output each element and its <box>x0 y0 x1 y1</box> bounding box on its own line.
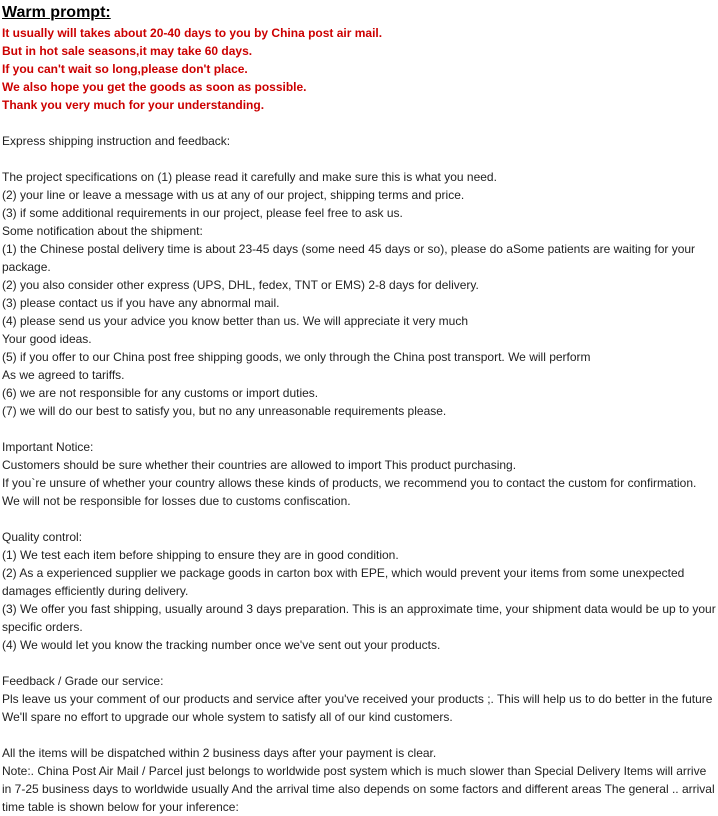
important-line: If you`re unsure of whether your country allows these kinds of products, we recommend you to contact the custom for confirmation. <box>2 476 697 490</box>
warm-prompt-title: Warm prompt: <box>2 4 111 21</box>
express-line: Your good ideas. <box>2 332 92 346</box>
quality-line: (2) As a experienced supplier we package goods in carton box with EPE, which would prevent your items from some unexpected damages efficiently during delivery. <box>2 566 685 598</box>
warm-prompt-line: Thank you very much for your understanding. <box>2 98 265 112</box>
express-heading: Express shipping instruction and feedback: <box>2 134 231 148</box>
warm-prompt-line: But in hot sale seasons,it may take 60 days. <box>2 44 253 58</box>
feedback-section <box>2 672 716 726</box>
express-line: As we agreed to tariffs. <box>2 368 125 382</box>
quality-control-section <box>2 528 716 654</box>
quality-line: (1) We test each item before shipping to ensure they are in good condition. <box>2 548 399 562</box>
spacer <box>2 654 716 672</box>
express-line: (6) we are not responsible for any customs or import duties. <box>2 386 319 400</box>
express-line: (3) please contact us if you have any abnormal mail. <box>2 296 280 310</box>
quality-line: (4) We would let you know the tracking number once we've sent out your products. <box>2 638 441 652</box>
quality-heading: Quality control: <box>2 530 83 544</box>
spacer <box>2 150 716 168</box>
warm-prompt-line: We also hope you get the goods as soon as possible. <box>2 80 307 94</box>
feedback-heading: Feedback / Grade our service: <box>2 674 164 688</box>
express-line: (4) please send us your advice you know better than us. We will appreciate it very much <box>2 314 469 328</box>
warm-prompt-line: If you can't wait so long,please don't place. <box>2 62 248 76</box>
important-notice-section <box>2 438 716 510</box>
express-line: Some notification about the shipment: <box>2 224 203 238</box>
spacer <box>2 510 716 528</box>
express-line: (7) we will do our best to satisfy you, but no any unreasonable requirements please. <box>2 404 447 418</box>
express-line: (2) you also consider other express (UPS, DHL, fedex, TNT or EMS) 2-8 days for delivery. <box>2 278 479 292</box>
quality-line: (3) We offer you fast shipping, usually around 3 days preparation. This is an approximate time, your shipment data would be up to your specific orders. <box>2 602 716 634</box>
important-line: We will not be responsible for losses due to customs confiscation. <box>2 494 351 508</box>
express-shipping-section <box>2 132 716 420</box>
express-line: (2) your line or leave a message with us at any of our project, shipping terms and price. <box>2 188 465 202</box>
important-heading: Important Notice: <box>2 440 94 454</box>
dispatch-note: Note:. China Post Air Mail / Parcel just belongs to worldwide post system which is much slower than Special Delivery Items will arrive in 7-25 business days to worldwide usually And the arrival time also depends on some factors and different areas The general .. arrival time table is shown below for your inference: <box>2 764 715 814</box>
spacer <box>2 726 716 744</box>
spacer <box>2 420 716 438</box>
express-line: (3) if some additional requirements in our project, please feel free to ask us. <box>2 206 403 220</box>
important-line: Customers should be sure whether their countries are allowed to import This product purchasing. <box>2 458 517 472</box>
shipping-notice-document <box>2 0 716 816</box>
warm-prompt-section <box>2 2 716 114</box>
express-line: The project specifications on (1) please read it carefully and make sure this is what you need. <box>2 170 497 184</box>
express-line: (5) if you offer to our China post free shipping goods, we only through the China post transport. We will perform <box>2 350 591 364</box>
dispatch-section <box>2 744 716 816</box>
express-line: (1) the Chinese postal delivery time is about 23-45 days (some need 45 days or so), please do aSome patients are waiting for your package. <box>2 242 696 274</box>
warm-prompt-line: It usually will takes about 20-40 days to you by China post air mail. <box>2 26 383 40</box>
dispatch-line: All the items will be dispatched within 2 business days after your payment is clear. <box>2 746 437 760</box>
feedback-line: Pls leave us your comment of our products and service after you've received your products ;. This will help us to do better in the future We'll spare no effort to upgrade our whole system to satisfy all of our kind customers. <box>2 692 713 724</box>
spacer <box>2 114 716 132</box>
